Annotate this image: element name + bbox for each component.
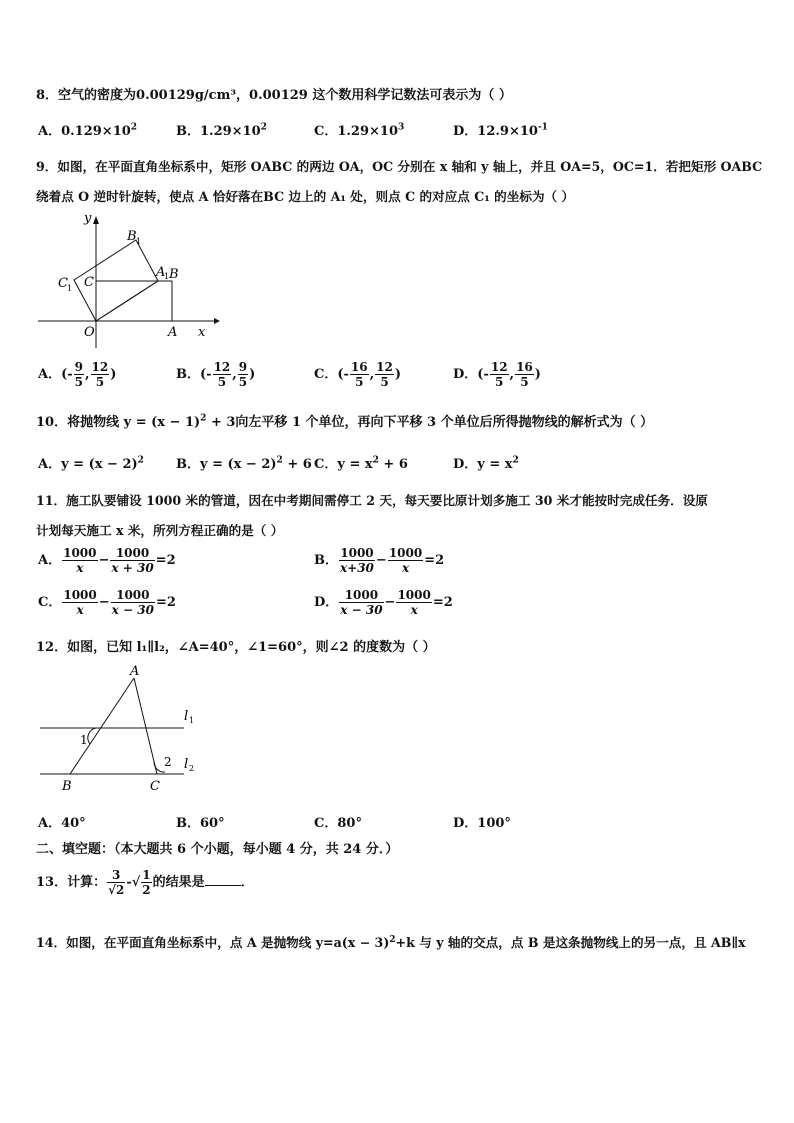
- label-l1: l: [184, 709, 189, 724]
- q9-option-d: D．(- $\frac{12}{5}$ , $\frac{16}{5}$ ): [453, 360, 541, 389]
- q12-option-d: D．100°: [453, 816, 511, 831]
- q9-stem-line1: 9．如图，在平面直角坐标系中，矩形 OABC 的两边 OA，OC 分别在 x 轴和 y 轴上，并且 OA=5，OC=1．若把矩形 OABC: [36, 159, 763, 174]
- label-b1-subscript: 1: [136, 237, 142, 246]
- rectangle-oabc: [96, 281, 172, 321]
- label-b1: B: [127, 229, 137, 244]
- q10-option-c: C．$y = x^2 + 6$: [314, 455, 408, 472]
- label-c1: C: [58, 276, 68, 291]
- q12-option-b: B．60°: [176, 816, 225, 831]
- label-a: A: [168, 325, 178, 340]
- q10-stem: 10．将抛物线 $y = (x - 1)^2 + 3$向左平移 1 个单位，再向下平移 3 个单位后所得抛物线的解析式为（ ）: [36, 413, 654, 430]
- label-l2: l: [184, 757, 189, 772]
- q10-option-d: D．$y = x^2$: [453, 455, 519, 472]
- q11-option-d: D． $\frac{1000}{x - 30}$ − $\frac{1000}{x}$ =2: [314, 588, 453, 617]
- q8-option-c: C．$1.29\times 10^3$: [314, 122, 405, 139]
- label-l2-subscript: 2: [189, 764, 195, 773]
- section-heading-fill-in: 二、填空题：（本大题共 6 个小题，每小题 4 分，共 24 分．）: [36, 842, 399, 857]
- q13-stem: 13．计算： $\frac{3}{√2}$ -√ $\frac{1}{2}$ 的结果是 ．: [36, 868, 254, 897]
- q9-option-c: C．(- $\frac{16}{5}$ , $\frac{12}{5}$ ): [314, 360, 402, 389]
- label-angle-1: 1: [80, 733, 88, 747]
- q9-option-b: B．(- $\frac{12}{5}$ , $\frac{9}{5}$ ): [176, 360, 256, 389]
- label-angle-2: 2: [164, 755, 172, 769]
- q9-rectangle-rotation-figure: [34, 208, 224, 358]
- label-a: A: [130, 664, 140, 679]
- label-l1-subscript: 1: [189, 716, 195, 725]
- label-o: O: [84, 325, 95, 340]
- q8-option-d: D．$12.9\times 10^{-1}$: [453, 122, 548, 139]
- q8-option-a: A．$0.129\times 10^2$: [38, 122, 138, 139]
- q10-option-a: A．$y = (x - 2)^2$: [38, 455, 144, 472]
- segment-oa1: [96, 281, 158, 321]
- q9-option-a: A．(- $\frac{9}{5}$ , $\frac{12}{5}$ ): [38, 360, 117, 389]
- q14-stem: 14．如图，在平面直角坐标系中，点 A 是抛物线 $y=a(x - 3)^2+k$ 与 y 轴的交点，点 B 是这条抛物线上的另一点，且 AB∥x: [36, 934, 746, 950]
- q12-option-c: C．80°: [314, 816, 362, 831]
- q12-parallel-lines-figure: [34, 662, 214, 797]
- q9-stem-line2: 绕着点 O 逆时针旋转，使点 A 恰好落在BC 边上的 A₁ 处，则点 C 的对应点 C₁ 的坐标为（ ）: [36, 189, 575, 204]
- q11-option-b: B． $\frac{1000}{x+30}$ − $\frac{1000}{x}$ =2: [314, 546, 445, 575]
- label-c: C: [150, 779, 160, 794]
- q11-stem-line1: 11．施工队要铺设 1000 米的管道，因在中考期间需停工 2 天，每天要比原计划多施工 30 米才能按时完成任务．设原: [36, 493, 708, 508]
- y-axis-arrow: [93, 216, 99, 224]
- segment-ab: [70, 678, 134, 774]
- label-b: B: [62, 779, 72, 794]
- q13-answer-blank[interactable]: [205, 873, 241, 886]
- q11-option-c: C． $\frac{1000}{x}$ − $\frac{1000}{x - 30}$ =2: [38, 588, 176, 617]
- q8-option-b: B．$1.29\times 10^2$: [176, 122, 267, 139]
- label-b: B: [169, 267, 179, 282]
- q10-option-b: B．$y = (x - 2)^2 + 6$: [176, 455, 312, 472]
- label-c1-subscript: 1: [67, 284, 73, 293]
- label-a1: A: [156, 265, 166, 280]
- q8-stem: 8．空气的密度为0.00129g/cm³，0.00129 这个数用科学记数法可表示为（ ）: [36, 88, 512, 103]
- label-x: x: [198, 325, 206, 340]
- label-y: y: [84, 211, 92, 226]
- label-c: C: [84, 275, 94, 290]
- q11-stem-line2: 计划每天施工 x 米，所列方程正确的是（ ）: [36, 523, 284, 538]
- x-axis-arrow: [214, 318, 220, 324]
- q12-stem: 12．如图，已知 l₁∥l₂，∠A=40°，∠1=60°，则∠2 的度数为（ ）: [36, 640, 436, 655]
- q11-option-a: A． $\frac{1000}{x}$ − $\frac{1000}{x + 30}$ =2: [38, 546, 176, 575]
- q12-option-a: A．40°: [38, 816, 86, 831]
- segment-ac: [134, 678, 157, 774]
- label-a1-subscript: 1: [164, 272, 170, 281]
